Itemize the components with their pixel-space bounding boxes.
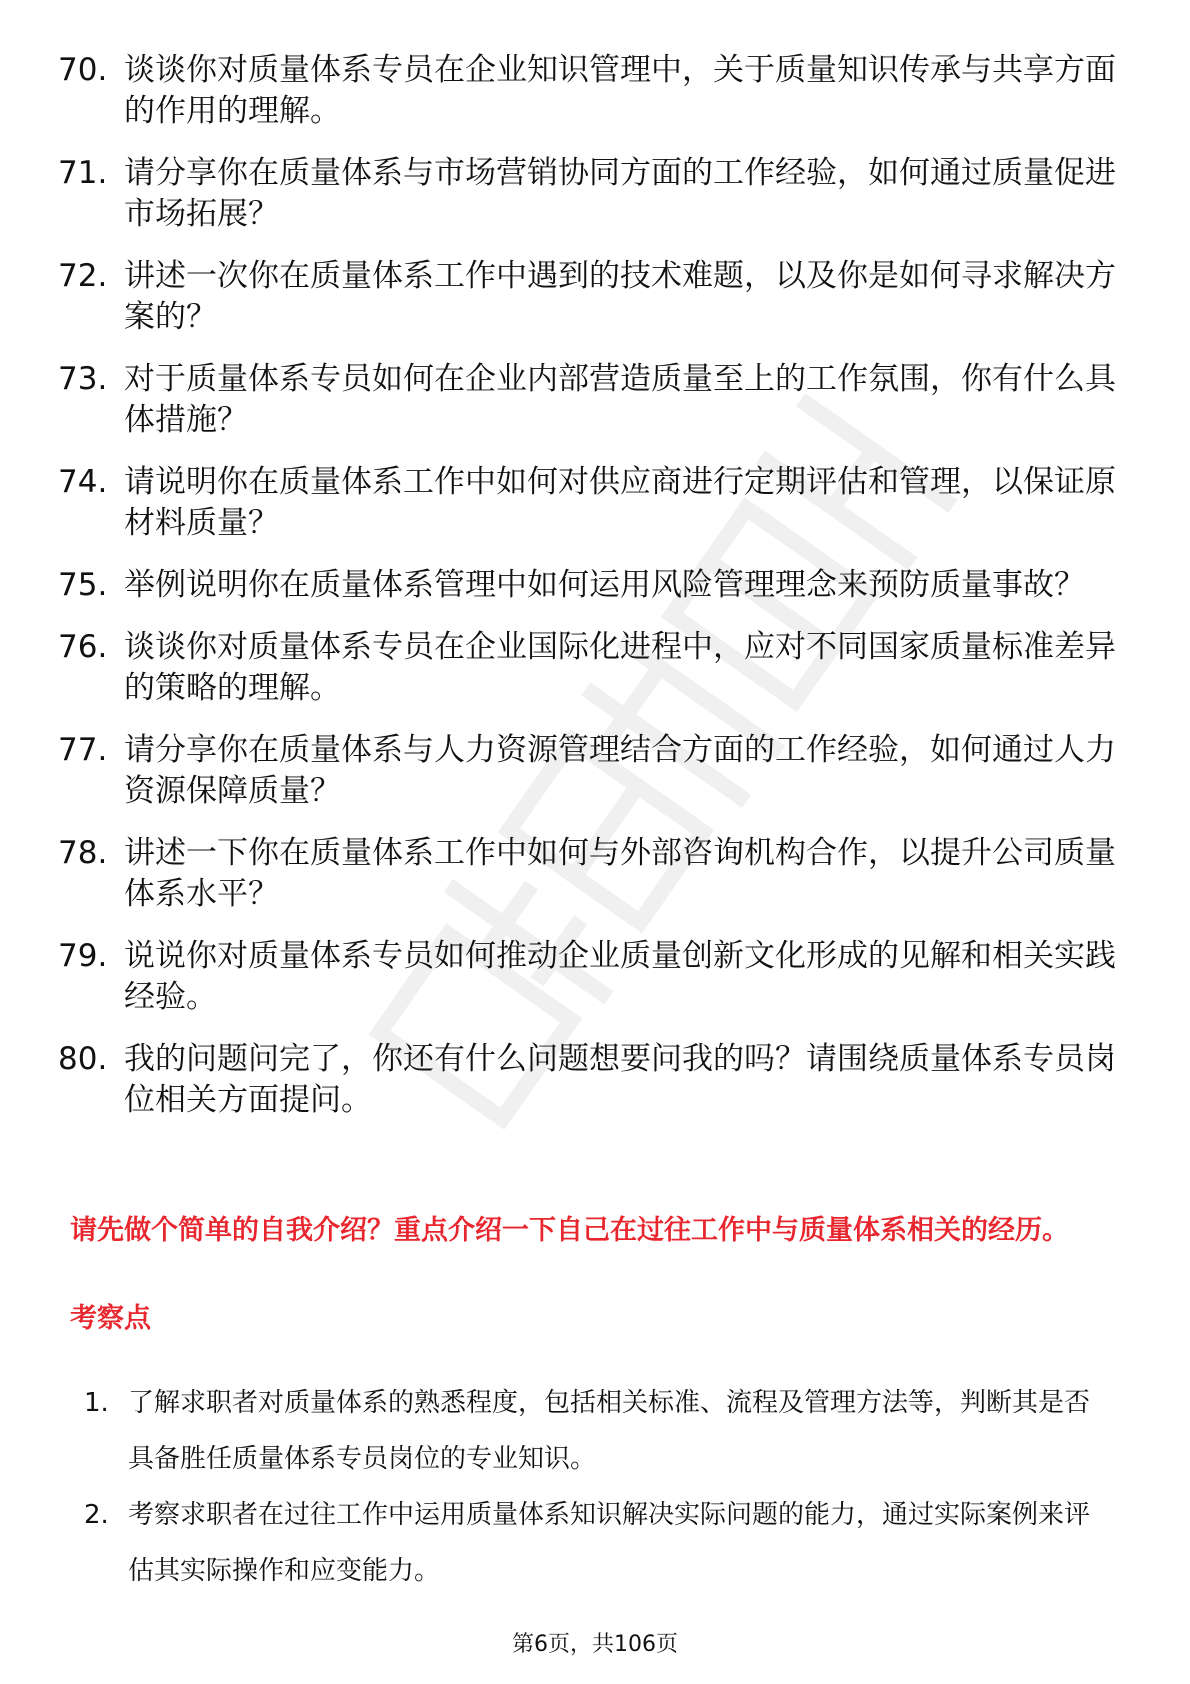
assessment-point xyxy=(84,1487,1114,1599)
question-number: 74. xyxy=(58,464,108,500)
question-number: 72. xyxy=(58,258,108,294)
question-number: 76. xyxy=(58,629,108,665)
question-item xyxy=(58,936,1128,1018)
question-item xyxy=(58,462,1128,544)
point-text: 考察求职者在过往工作中运用质量体系知识解决实际问题的能力，通过实际案例来评估其实际操作和应变能力。 xyxy=(128,1500,1091,1586)
question-text: 我的问题问完了，你还有什么问题想要问我的吗？请围绕质量体系专员岗位相关方面提问。 xyxy=(124,1041,1116,1118)
question-number: 71. xyxy=(58,155,108,191)
question-item xyxy=(58,730,1128,812)
question-text: 对于质量体系专员如何在企业内部营造质量至上的工作氛围，你有什么具体措施？ xyxy=(124,361,1116,438)
question-text: 谈谈你对质量体系专员在企业国际化进程中，应对不同国家质量标准差异的策略的理解。 xyxy=(124,629,1116,706)
question-item xyxy=(58,1039,1128,1121)
assessment-point xyxy=(84,1375,1114,1487)
question-text: 谈谈你对质量体系专员在企业知识管理中，关于质量知识传承与共享方面的作用的理解。 xyxy=(124,52,1116,129)
question-list xyxy=(58,50,1128,1142)
question-item xyxy=(58,256,1128,338)
question-number: 78. xyxy=(58,835,108,871)
question-text: 讲述一次你在质量体系工作中遇到的技术难题，以及你是如何寻求解决方案的？ xyxy=(124,258,1116,335)
page-footer: 第6页，共106页 xyxy=(512,1632,678,1657)
question-number: 75. xyxy=(58,567,108,603)
question-text: 说说你对质量体系专员如何推动企业质量创新文化形成的见解和相关实践经验。 xyxy=(124,938,1116,1015)
question-text: 请分享你在质量体系与人力资源管理结合方面的工作经验，如何通过人力资源保障质量？ xyxy=(124,732,1116,809)
question-text: 请说明你在质量体系工作中如何对供应商进行定期评估和管理，以保证原材料质量？ xyxy=(124,464,1116,541)
question-item xyxy=(58,50,1128,132)
question-text: 举例说明你在质量体系管理中如何运用风险管理理念来预防质量事故？ xyxy=(124,567,1085,603)
assessment-points-list xyxy=(84,1375,1114,1599)
question-item xyxy=(58,565,1128,606)
point-number: 1. xyxy=(84,1388,109,1418)
highlight-question: 请先做个简单的自我介绍？重点介绍一下自己在过往工作中与质量体系相关的经历。 xyxy=(70,1215,1069,1246)
point-number: 2. xyxy=(84,1500,109,1530)
question-item xyxy=(58,627,1128,709)
question-number: 80. xyxy=(58,1041,108,1077)
question-number: 79. xyxy=(58,938,108,974)
question-number: 77. xyxy=(58,732,108,768)
point-text: 了解求职者对质量体系的熟悉程度，包括相关标准、流程及管理方法等，判断其是否具备胜任质量体系专员岗位的专业知识。 xyxy=(128,1388,1091,1474)
question-text: 请分享你在质量体系与市场营销协同方面的工作经验，如何通过质量促进市场拓展？ xyxy=(124,155,1116,232)
section-heading: 考察点 xyxy=(70,1303,151,1334)
question-text: 讲述一下你在质量体系工作中如何与外部咨询机构合作，以提升公司质量体系水平？ xyxy=(124,835,1116,912)
question-item xyxy=(58,359,1128,441)
question-number: 73. xyxy=(58,361,108,397)
question-item xyxy=(58,153,1128,235)
question-item xyxy=(58,833,1128,915)
question-number: 70. xyxy=(58,52,108,88)
